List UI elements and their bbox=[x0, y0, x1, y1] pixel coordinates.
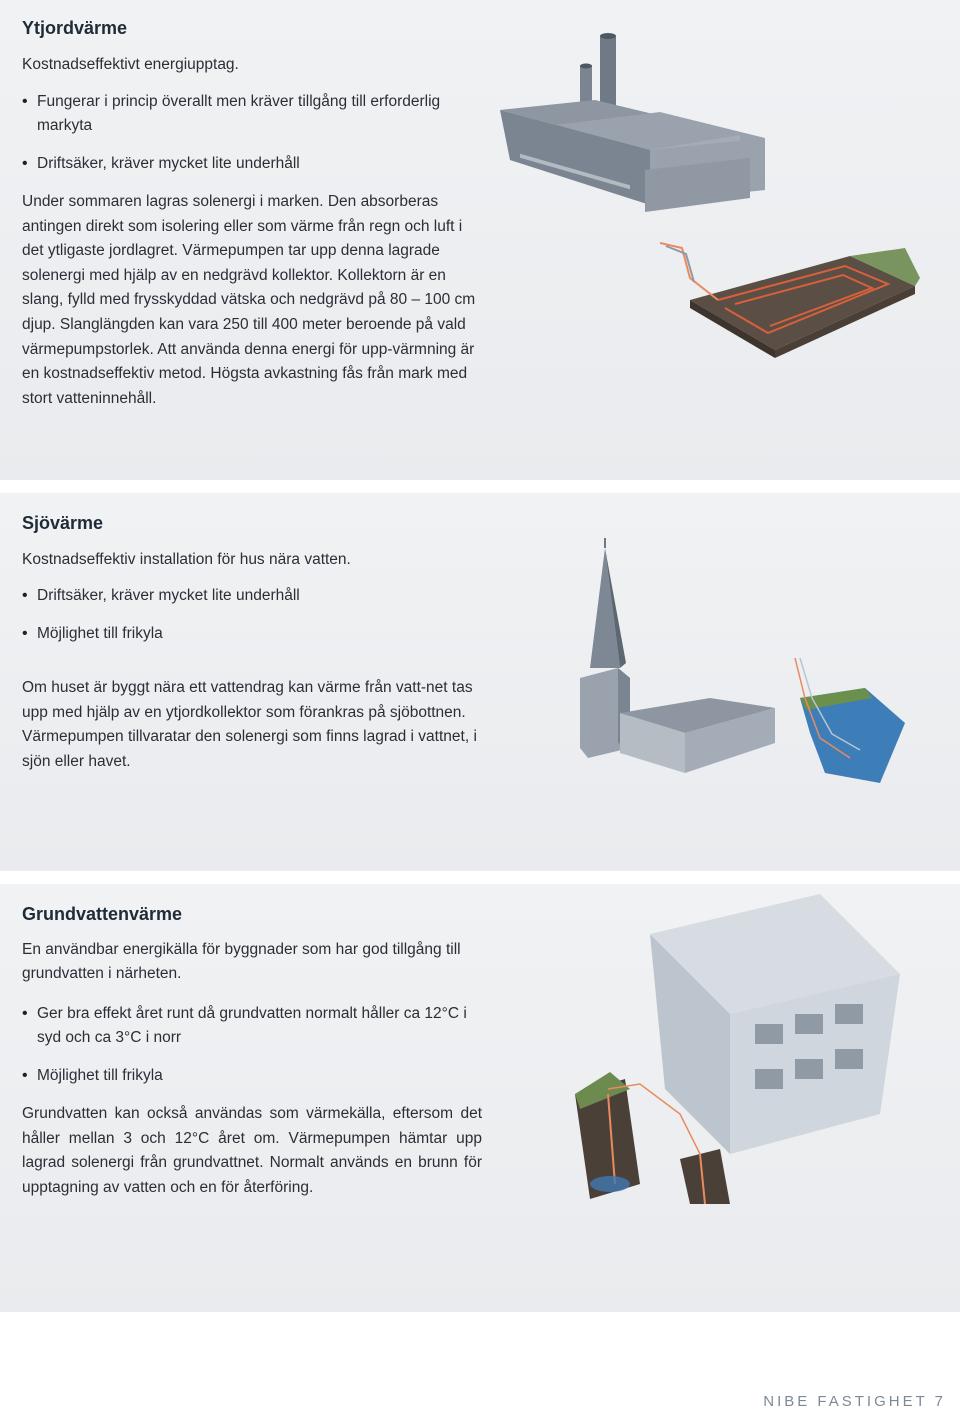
section-title: Sjövärme bbox=[22, 513, 104, 533]
section-body: Grundvatten kan också användas som värmekälla, eftersom det håller mellan 3 och 12°C året om. Värmepumpen hämtar upp lagrad solenergi från grundvattnet. Normalt används en brunn för upptagning av vatten och en för återföring. bbox=[22, 1105, 482, 1196]
section-intro: Kostnadseffektivt energiupptag. bbox=[22, 56, 239, 73]
section-title: Ytjordvärme bbox=[22, 18, 128, 38]
page-footer: NIBE FASTIGHET 7 bbox=[763, 1393, 946, 1410]
section-grundvattenvarme bbox=[0, 884, 960, 1312]
church-lake-collector-illustration bbox=[560, 538, 960, 818]
bullet-list bbox=[22, 584, 482, 646]
section-text bbox=[22, 18, 482, 411]
section-body: Om huset är byggt nära ett vattendrag kan värme från vatt-net tas upp med hjälp av en ytjordkollektor som förankras på sjöbottnen. Värmepumpen tillvaratar den solenergi som finns lagrad i vattnet, i sjön eller havet. bbox=[22, 679, 477, 770]
pipe-shape bbox=[660, 243, 718, 300]
section-intro: En användbar energikälla för byggnader som har god tillgång till grundvatten i närheten. bbox=[22, 941, 461, 982]
bullet-item: • Fungerar i princip överallt men kräver tillgång till erforderlig markyta bbox=[22, 90, 482, 138]
section-sjovarme bbox=[0, 493, 960, 871]
section-title: Grundvattenvärme bbox=[22, 904, 183, 924]
bullet-item: • Driftsäker, kräver mycket lite underhåll bbox=[22, 152, 482, 176]
bullet-item: • Ger bra effekt året runt då grundvatten normalt håller ca 12°C i syd och ca 3°C i norr bbox=[22, 1002, 482, 1050]
section-ytjordvarme bbox=[0, 0, 960, 480]
section-body: Under sommaren lagras solenergi i marken. Den absorberas antingen direkt som isolering eller som värme från regn och luft i det ytligaste jordlagret. Värmepumpen tar upp denna lagrade solenergi med hjälp av en nedgrävd kollektor. Kollektorn är en slang, fylld med frysskyddad vätska och nedgrävd på 80 – 100 cm djup. Slanglängden kan vara 250 till 400 meter beroende på vald värmepumpstorlek. Att använda denna energi för upp-värmning är en kostnadseffektiv metod. Högsta avkastning fås från mark med stort vatteninnehåll. bbox=[22, 193, 476, 407]
section-text bbox=[22, 513, 482, 774]
bullet-item: • Möjlighet till frikyla bbox=[22, 622, 482, 646]
bullet-item: • Möjlighet till frikyla bbox=[22, 1064, 482, 1088]
bullet-list bbox=[22, 90, 482, 176]
bullet-item: • Driftsäker, kräver mycket lite underhåll bbox=[22, 584, 482, 608]
section-intro: Kostnadseffektiv installation för hus nära vatten. bbox=[22, 551, 351, 568]
bullet-list bbox=[22, 1002, 482, 1088]
section-text bbox=[22, 904, 482, 1200]
ground-collector-field bbox=[660, 238, 920, 368]
groundwater-wells-illustration bbox=[570, 884, 960, 1204]
